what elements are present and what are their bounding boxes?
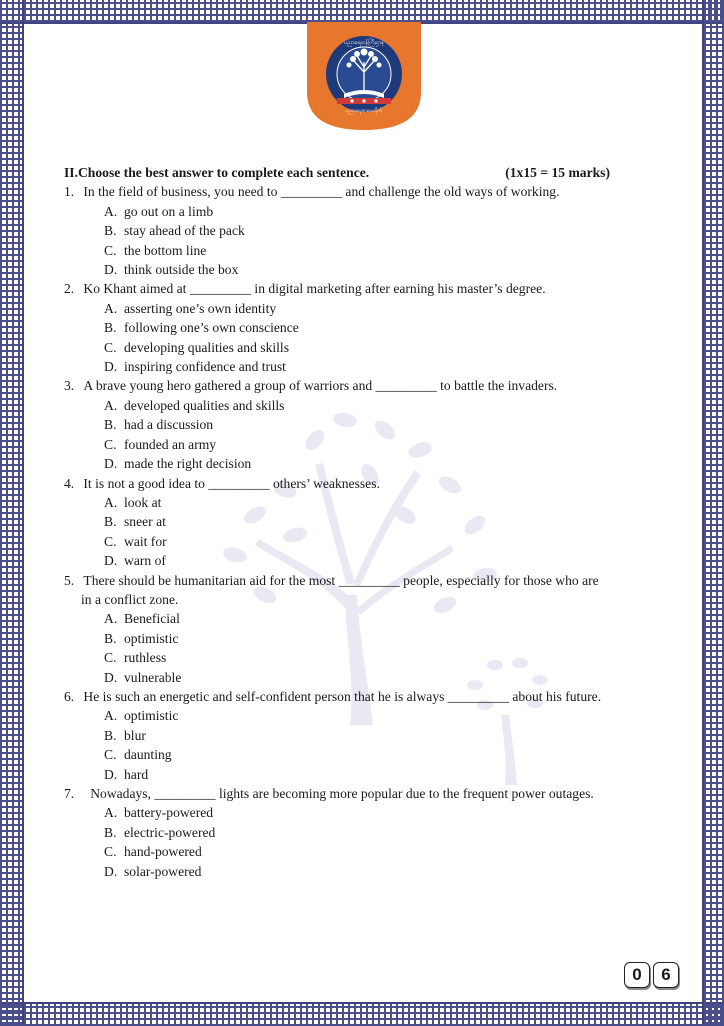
- question-text: Nowadays, _________ lights are becoming more popular due to the frequent power outages.: [83, 786, 594, 801]
- option-text: ruthless: [124, 650, 167, 666]
- answer-option[interactable]: [64, 726, 644, 745]
- question-stem: [64, 182, 644, 201]
- page-number: [624, 962, 679, 988]
- option-text: the bottom line: [124, 242, 207, 258]
- answer-option[interactable]: [64, 415, 644, 434]
- option-letter: B.: [104, 824, 117, 840]
- option-text: wait for: [124, 533, 167, 549]
- question-stem: [64, 784, 644, 803]
- option-text: blur: [124, 727, 146, 743]
- option-letter: B.: [104, 727, 117, 743]
- answer-option[interactable]: [64, 842, 644, 861]
- option-text: solar-powered: [124, 863, 202, 879]
- option-text: hand-powered: [124, 844, 202, 860]
- question-text-continuation: in a conflict zone.: [81, 591, 179, 607]
- option-text: think outside the box: [124, 262, 239, 278]
- answer-option[interactable]: [64, 435, 644, 454]
- question-stem: [64, 474, 644, 493]
- option-letter: C.: [104, 650, 117, 666]
- answer-option[interactable]: [64, 765, 644, 784]
- option-text: battery-powered: [124, 805, 214, 821]
- answer-option[interactable]: [64, 551, 644, 570]
- answer-option[interactable]: [64, 745, 644, 764]
- answer-option[interactable]: [64, 532, 644, 551]
- option-letter: B.: [104, 223, 117, 239]
- option-text: optimistic: [124, 708, 179, 724]
- option-text: inspiring confidence and trust: [124, 359, 286, 375]
- option-letter: A.: [104, 805, 118, 821]
- answer-option[interactable]: [64, 609, 644, 628]
- option-letter: D.: [104, 553, 118, 569]
- option-letter: D.: [104, 359, 118, 375]
- option-text: vulnerable: [124, 669, 182, 685]
- border-right: [702, 0, 724, 1024]
- option-text: made the right decision: [124, 456, 252, 472]
- option-text: following one’s own conscience: [124, 320, 299, 336]
- option-letter: A.: [104, 708, 118, 724]
- option-text: Beneficial: [124, 611, 180, 627]
- option-text: daunting: [124, 747, 172, 763]
- option-letter: B.: [104, 417, 117, 433]
- answer-option[interactable]: [64, 318, 644, 337]
- question-number: 3.: [64, 378, 75, 394]
- answer-option[interactable]: [64, 512, 644, 531]
- question-number: 6.: [64, 688, 75, 704]
- option-letter: D.: [104, 863, 118, 879]
- question-number: 7.: [64, 786, 75, 801]
- section-title: II.Choose the best answer to complete each sentence.: [64, 165, 370, 180]
- option-letter: C.: [104, 747, 117, 763]
- question-number: 4.: [64, 475, 75, 491]
- option-text: developed qualities and skills: [124, 397, 285, 413]
- page-digit: 6: [653, 962, 679, 988]
- option-text: had a discussion: [124, 417, 214, 433]
- answer-option[interactable]: [64, 648, 644, 667]
- answer-option[interactable]: [64, 221, 644, 240]
- option-text: look at: [124, 494, 162, 510]
- section-marks: (1x15 = 15 marks): [505, 165, 610, 180]
- answer-option[interactable]: [64, 454, 644, 473]
- border-left: [0, 0, 24, 1024]
- option-letter: B.: [104, 514, 117, 530]
- option-text: warn of: [124, 553, 166, 569]
- option-letter: B.: [104, 320, 117, 336]
- question-text: It is not a good idea to _________ others’ weaknesses.: [83, 475, 380, 491]
- question-stem: [64, 571, 644, 590]
- question-text: He is such an energetic and self-confident person that he is always _________ about his future.: [83, 688, 602, 704]
- question-list: [64, 182, 644, 881]
- option-letter: A.: [104, 494, 118, 510]
- option-text: founded an army: [124, 436, 217, 452]
- option-letter: C.: [104, 339, 117, 355]
- option-letter: D.: [104, 262, 118, 278]
- option-letter: C.: [104, 844, 117, 860]
- question-number: 2.: [64, 281, 75, 297]
- border-bottom: [0, 1002, 724, 1026]
- school-logo: [307, 22, 421, 130]
- question-stem: [64, 687, 644, 706]
- answer-option[interactable]: [64, 493, 644, 512]
- option-letter: C.: [104, 242, 117, 258]
- option-text: electric-powered: [124, 824, 216, 840]
- option-text: go out on a limb: [124, 203, 214, 219]
- option-letter: D.: [104, 669, 118, 685]
- answer-option[interactable]: [64, 260, 644, 279]
- answer-option[interactable]: [64, 823, 644, 842]
- answer-option[interactable]: [64, 241, 644, 260]
- option-letter: D.: [104, 456, 118, 472]
- option-text: asserting one’s own identity: [124, 300, 277, 316]
- option-letter: C.: [104, 436, 117, 452]
- answer-option[interactable]: [64, 668, 644, 687]
- answer-option[interactable]: [64, 357, 644, 376]
- page-digit: 0: [624, 962, 650, 988]
- answer-option[interactable]: [64, 629, 644, 648]
- option-text: developing qualities and skills: [124, 339, 289, 355]
- answer-option[interactable]: [64, 299, 644, 318]
- option-letter: A.: [104, 203, 118, 219]
- option-letter: B.: [104, 630, 117, 646]
- answer-option[interactable]: [64, 862, 644, 881]
- question-stem: [64, 279, 644, 298]
- question-number: 1.: [64, 184, 75, 200]
- option-letter: D.: [104, 766, 118, 782]
- question-text: There should be humanitarian aid for the most _________ people, especially for those who are: [83, 572, 599, 588]
- logo-top-text: ပညာရေးဝန်ကြီးဌာန: [343, 40, 385, 46]
- answer-option[interactable]: [64, 396, 644, 415]
- option-letter: C.: [104, 533, 117, 549]
- option-text: stay ahead of the pack: [124, 223, 245, 239]
- option-letter: A.: [104, 611, 118, 627]
- question-text: Ko Khant aimed at _________ in digital marketing after earning his master’s degree.: [83, 281, 546, 297]
- question-text: A brave young hero gathered a group of warriors and _________ to battle the invaders.: [83, 378, 558, 394]
- question-text: In the field of business, you need to _________ and challenge the old ways of working.: [83, 184, 560, 200]
- section-heading: [64, 163, 644, 182]
- question-section: [64, 163, 644, 881]
- answer-option[interactable]: [64, 706, 644, 725]
- answer-option[interactable]: [64, 803, 644, 822]
- option-text: sneer at: [124, 514, 166, 530]
- option-text: hard: [124, 766, 149, 782]
- option-letter: A.: [104, 397, 118, 413]
- answer-option[interactable]: [64, 338, 644, 357]
- option-text: optimistic: [124, 630, 179, 646]
- question-number: 5.: [64, 572, 75, 588]
- option-letter: A.: [104, 300, 118, 316]
- logo-bottom-text: ပညာရေးစာပေတိုက်: [345, 108, 383, 114]
- answer-option[interactable]: [64, 202, 644, 221]
- question-stem: [64, 376, 644, 395]
- border-top: [0, 0, 724, 24]
